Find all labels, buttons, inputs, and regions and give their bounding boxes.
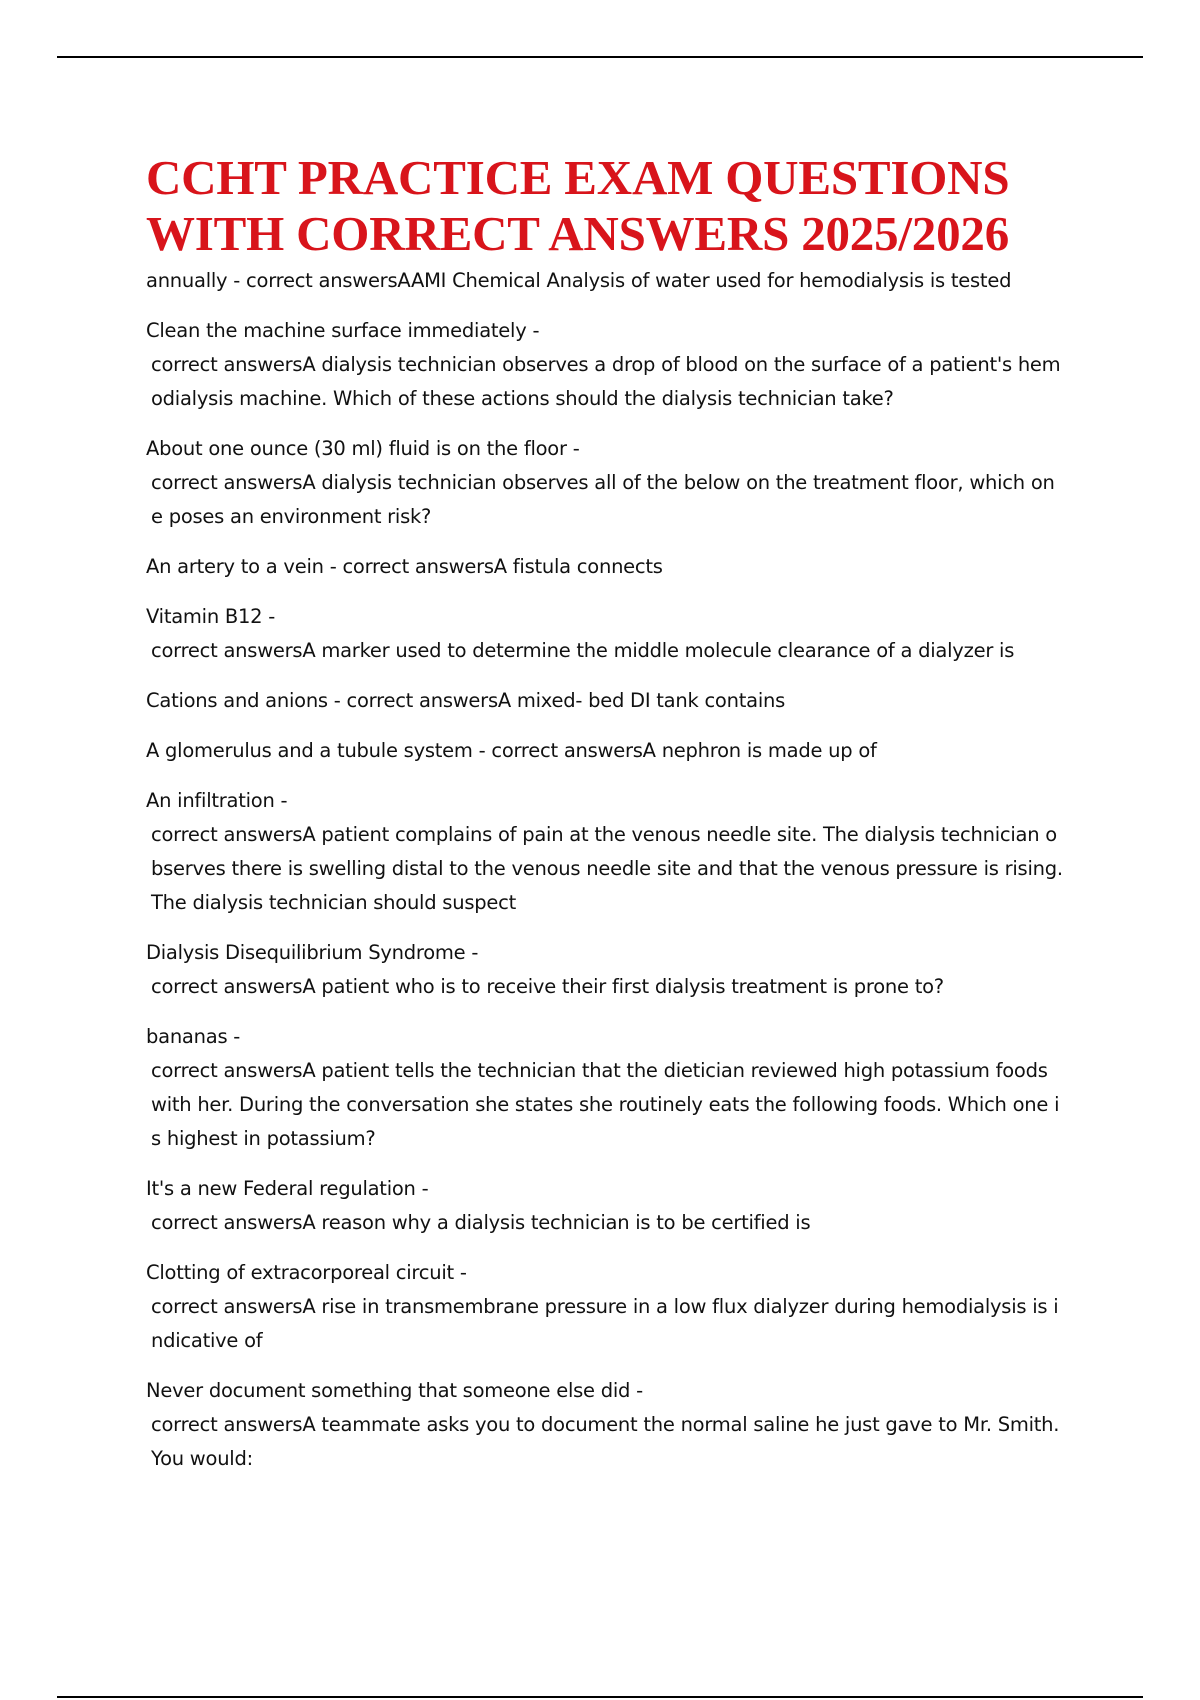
answer-text: Dialysis Disequilibrium Syndrome - <box>146 941 479 964</box>
answer-text: bananas - <box>146 1025 241 1048</box>
answer-text: An infiltration - <box>146 789 288 812</box>
question-text: correct answersA fistula connects <box>342 555 663 578</box>
answer-text: An artery to a vein - <box>146 555 343 578</box>
question-text: correct answersA nephron is made up of <box>491 739 877 762</box>
bottom-rule <box>57 1696 1143 1698</box>
answer-text: Never document something that someone else did - <box>146 1379 643 1402</box>
document-title: CCHT PRACTICE EXAM QUESTIONS WITH CORRECT ANSWERS 2025/2026 <box>146 150 1010 261</box>
question-text: correct answersA teammate asks you to document the normal saline he just gave to Mr. Smith. You would: <box>151 1413 1060 1470</box>
qa-item <box>146 264 1066 298</box>
qa-item <box>146 1374 1066 1476</box>
question-text: correct answersA patient who is to receive their first dialysis treatment is prone to? <box>151 975 944 998</box>
answer-text: Clotting of extracorporeal circuit - <box>146 1261 467 1284</box>
question-text: correct answersA mixed- bed DI tank contains <box>346 689 786 712</box>
qa-item <box>146 1020 1066 1156</box>
question-text: correct answersA rise in transmembrane pressure in a low flux dialyzer during hemodialysis is indicative of <box>151 1295 1059 1352</box>
qa-item <box>146 1256 1066 1358</box>
question-text: correct answersA patient tells the technician that the dietician reviewed high potassium foods with her. During the conversation she states she routinely eats the following foods. Which one is highest in potassium? <box>151 1059 1060 1150</box>
answer-text: Clean the machine surface immediately - <box>146 319 540 342</box>
qa-item <box>146 684 1066 718</box>
answer-text: annually - <box>146 269 247 292</box>
qa-item <box>146 936 1066 1004</box>
answer-text: A glomerulus and a tubule system - <box>146 739 492 762</box>
top-rule <box>57 56 1143 58</box>
qa-item <box>146 734 1066 768</box>
question-text: correct answersAAMI Chemical Analysis of water used for hemodialysis is tested <box>246 269 1012 292</box>
question-text: correct answersA reason why a dialysis technician is to be certified is <box>151 1211 811 1234</box>
question-text: correct answersA dialysis technician observes a drop of blood on the surface of a patient's hemodialysis machine. Which of these actions should the dialysis technician take? <box>151 353 1061 410</box>
answer-text: It's a new Federal regulation - <box>146 1177 429 1200</box>
answer-text: Vitamin B12 - <box>146 605 276 628</box>
document-body <box>146 150 1066 1492</box>
answer-text: About one ounce (30 ml) fluid is on the floor - <box>146 437 580 460</box>
answer-text: Cations and anions - <box>146 689 347 712</box>
qa-item <box>146 1172 1066 1240</box>
qa-item <box>146 550 1066 584</box>
qa-item <box>146 432 1066 534</box>
question-text: correct answersA patient complains of pain at the venous needle site. The dialysis technician observes there is swelling distal to the venous needle site and that the venous pressure is rising. The dialysis technician should suspect <box>151 823 1063 914</box>
question-text: correct answersA marker used to determine the middle molecule clearance of a dialyzer is <box>151 639 1015 662</box>
qa-list <box>146 264 1066 1476</box>
qa-item <box>146 784 1066 920</box>
question-text: correct answersA dialysis technician observes all of the below on the treatment floor, which one poses an environment risk? <box>151 471 1055 528</box>
qa-item <box>146 314 1066 416</box>
qa-item <box>146 600 1066 668</box>
